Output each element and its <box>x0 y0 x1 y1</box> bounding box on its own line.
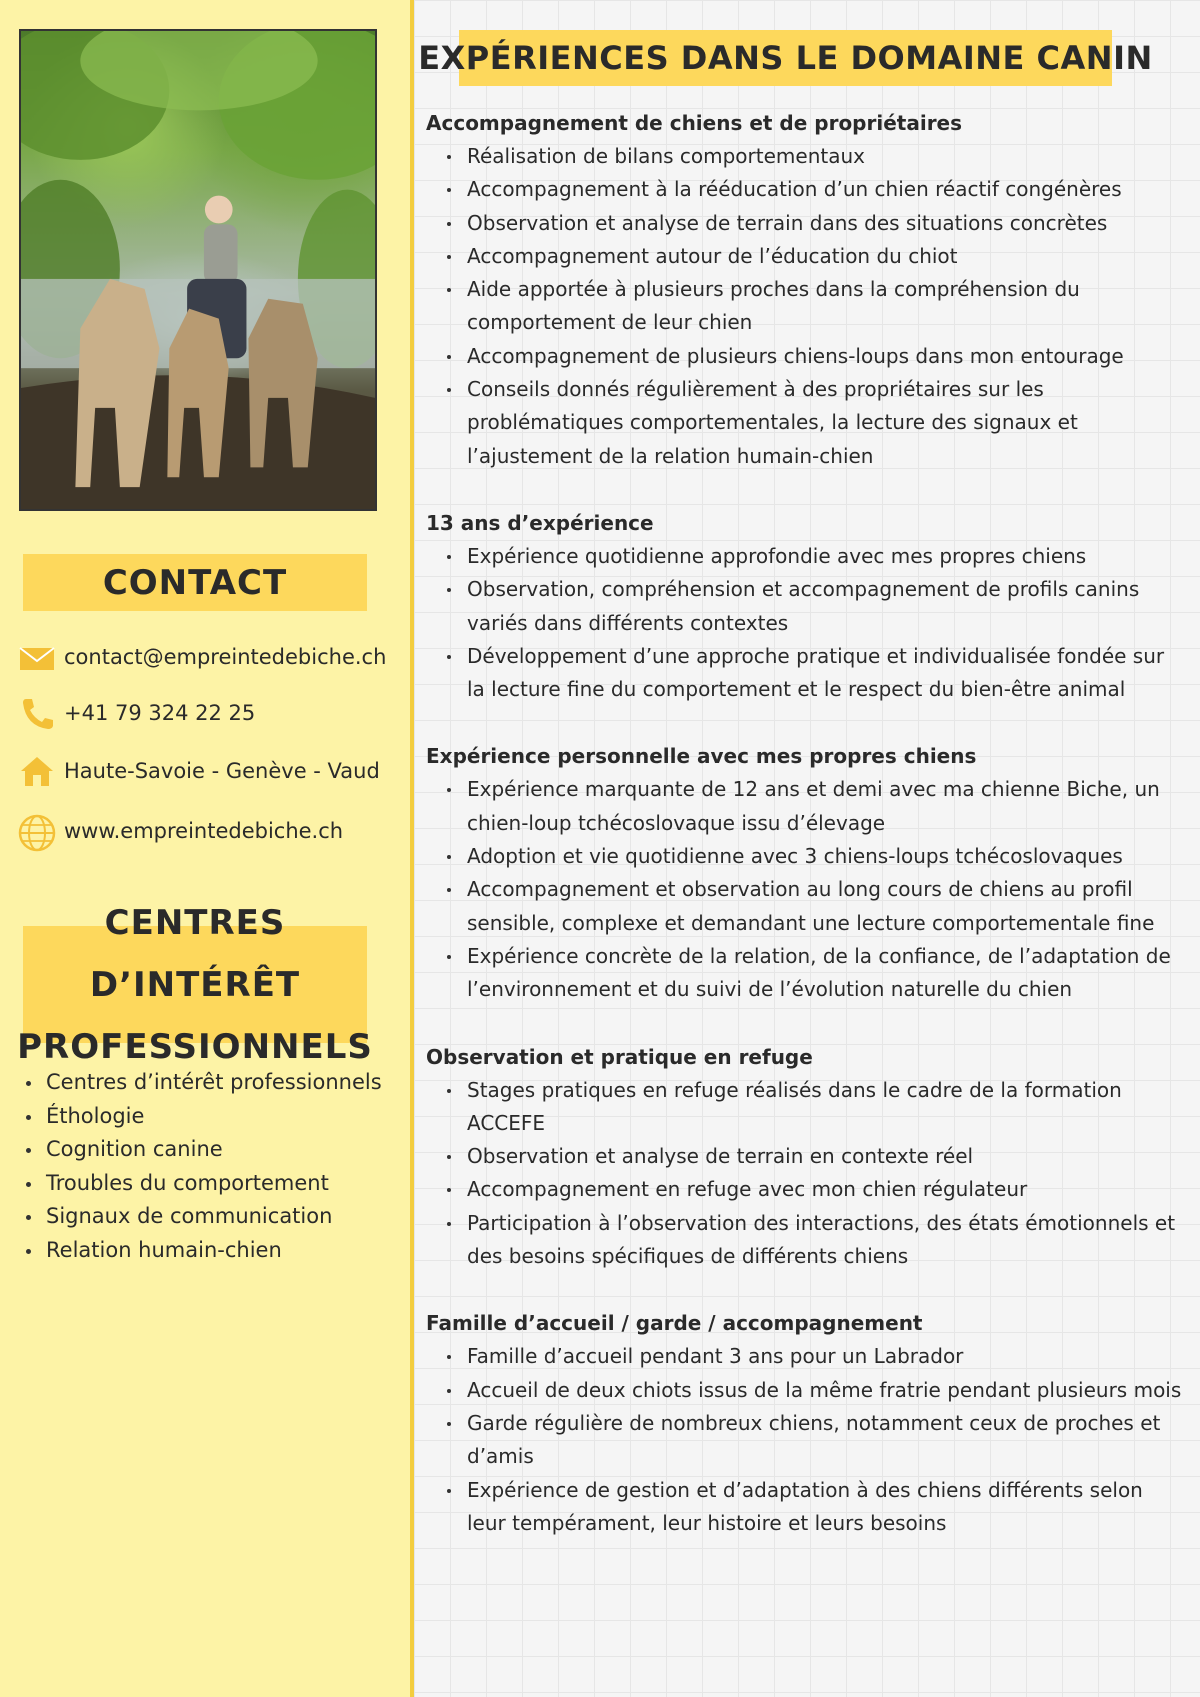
bullet-item: Garde régulière de nombreux chiens, notamment ceux de proches et d’amis <box>467 1407 1186 1474</box>
bullet-item: Observation, compréhension et accompagnement de profils canins variés dans différents contextes <box>467 573 1186 640</box>
home-icon <box>18 754 56 788</box>
section-bullets <box>426 773 1186 1006</box>
section-bullets <box>426 140 1186 473</box>
experience-heading <box>418 30 1153 86</box>
phone-icon <box>18 696 56 730</box>
bullet-item: Participation à l’observation des interactions, des états émotionnels et des besoins spécifiques de différents chiens <box>467 1207 1186 1274</box>
sidebar <box>0 0 410 1697</box>
interests-list <box>20 1066 382 1267</box>
interests-heading-line1: CENTRES D’INTÉRÊT <box>89 902 301 1005</box>
bullet-item: Accompagnement de plusieurs chiens-loups dans mon entourage <box>467 340 1186 373</box>
bullet-item: Expérience concrète de la relation, de la confiance, de l’adaptation de l’environnement et du suivi de l’évolution naturelle du chien <box>467 940 1186 1007</box>
experience-sections <box>426 107 1186 1574</box>
bullet-item: Réalisation de bilans comportementaux <box>467 140 1186 173</box>
envelope-icon <box>18 640 56 674</box>
globe-icon <box>18 814 56 848</box>
bullet-item: Famille d’accueil pendant 3 ans pour un Labrador <box>467 1340 1186 1373</box>
bullet-item: Conseils donnés régulièrement à des propriétaires sur les problématiques comportementales, la lecture des signaux et l’ajustement de la relation humain-chien <box>467 373 1186 473</box>
profile-photo <box>19 29 377 511</box>
section-title: Expérience personnelle avec mes propres chiens <box>426 744 977 769</box>
bullet-item: Accueil de deux chiots issus de la même fratrie pendant plusieurs mois <box>467 1374 1186 1407</box>
bullet-item: Accompagnement en refuge avec mon chien régulateur <box>467 1173 1186 1206</box>
section-title: Famille d’accueil / garde / accompagnement <box>426 1311 923 1336</box>
bullet-item: Accompagnement autour de l’éducation du chiot <box>467 240 1186 273</box>
contact-address-row <box>18 754 380 788</box>
bullet-item: Accompagnement et observation au long cours de chiens au profil sensible, complexe et demandant une lecture comportementale fine <box>467 873 1186 940</box>
contact-email-row[interactable] <box>18 640 386 674</box>
interest-item: Signaux de communication <box>46 1200 382 1234</box>
section-title: Accompagnement de chiens et de propriétaires <box>426 111 963 135</box>
contact-heading-text: CONTACT <box>102 562 288 603</box>
interest-item: Troubles du comportement <box>46 1167 382 1201</box>
section-title: 13 ans d’expérience <box>426 510 654 535</box>
interest-item: Éthologie <box>46 1100 382 1134</box>
interest-item: Centres d’intérêt professionnels <box>46 1066 382 1100</box>
bullet-item: Observation et analyse de terrain dans des situations concrètes <box>467 207 1186 240</box>
contact-heading <box>23 554 367 611</box>
interest-item: Relation humain-chien <box>46 1234 382 1268</box>
contact-website[interactable]: www.empreintedebiche.ch <box>64 819 344 843</box>
bullet-item: Expérience marquante de 12 ans et demi avec ma chienne Biche, un chien-loup tchécoslovaque issu d’élevage <box>467 773 1186 840</box>
contact-website-row[interactable] <box>18 814 343 848</box>
bullet-item: Observation et analyse de terrain en contexte réel <box>467 1140 1186 1173</box>
contact-phone[interactable]: +41 79 324 22 25 <box>64 701 256 725</box>
experience-section <box>426 740 1186 1006</box>
photo-illustration <box>21 31 375 509</box>
experience-section <box>426 507 1186 706</box>
interest-item: Cognition canine <box>46 1133 382 1167</box>
experience-section <box>426 107 1186 473</box>
bullet-item: Aide apportée à plusieurs proches dans la compréhension du comportement de leur chien <box>467 273 1186 340</box>
bullet-item: Accompagnement à la rééducation d’un chien réactif congénères <box>467 173 1186 206</box>
contact-address: Haute-Savoie - Genève - Vaud <box>64 759 380 783</box>
interests-heading-line2: PROFESSIONNELS <box>17 1026 373 1067</box>
experience-section <box>426 1307 1186 1540</box>
bullet-item: Stages pratiques en refuge réalisés dans le cadre de la formation ACCEFE <box>467 1074 1186 1141</box>
section-bullets <box>426 540 1186 706</box>
bullet-item: Adoption et vie quotidienne avec 3 chiens-loups tchécoslovaques <box>467 840 1186 873</box>
bullet-item: Développement d’une approche pratique et individualisée fondée sur la lecture fine du comportement et le respect du bien-être animal <box>467 640 1186 707</box>
contact-email[interactable]: contact@empreintedebiche.ch <box>64 645 387 669</box>
experience-section <box>426 1041 1186 1274</box>
bullet-item: Expérience quotidienne approfondie avec mes propres chiens <box>467 540 1186 573</box>
experience-heading-text: EXPÉRIENCES DANS LE DOMAINE CANIN <box>418 39 1153 77</box>
section-bullets <box>426 1074 1186 1274</box>
contact-phone-row[interactable] <box>18 696 255 730</box>
bullet-item: Expérience de gestion et d’adaptation à des chiens différents selon leur tempérament, leur histoire et leurs besoins <box>467 1474 1186 1541</box>
section-title: Observation et pratique en refuge <box>426 1044 813 1069</box>
interests-heading <box>17 902 373 1067</box>
section-bullets <box>426 1340 1186 1540</box>
